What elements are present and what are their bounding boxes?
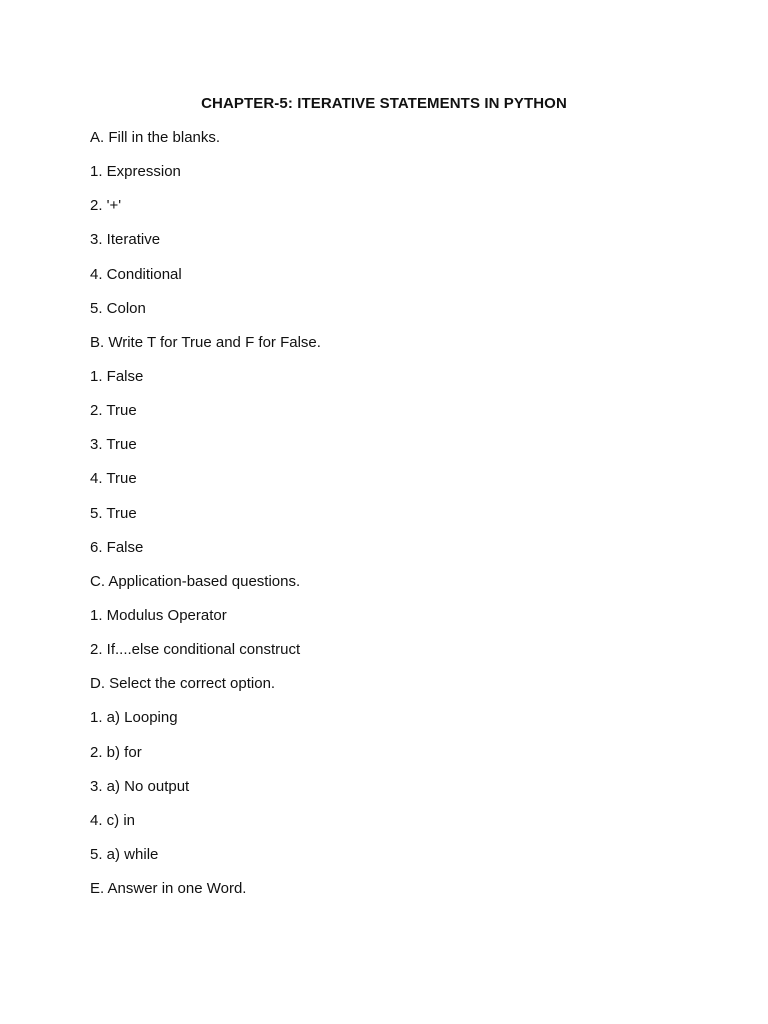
section-d-heading: D. Select the correct option. bbox=[90, 675, 276, 693]
section-b-heading: B. Write T for True and F for False. bbox=[90, 333, 321, 351]
answer-line: 2. b) for bbox=[90, 743, 142, 761]
page-title: CHAPTER-5: ITERATIVE STATEMENTS IN PYTHON bbox=[201, 95, 567, 112]
answer-line: 6. False bbox=[90, 538, 144, 556]
answer-line: 1. Expression bbox=[90, 163, 181, 181]
section-c-heading: C. Application-based questions. bbox=[90, 572, 301, 590]
section-e-heading: E. Answer in one Word. bbox=[90, 880, 247, 898]
section-a-heading: A. Fill in the blanks. bbox=[90, 129, 221, 146]
answer-line: 5. True bbox=[90, 504, 137, 522]
answer-line: 4. Conditional bbox=[90, 265, 182, 283]
answer-line: 1. a) Looping bbox=[90, 709, 178, 727]
answer-line: 5. Colon bbox=[90, 299, 146, 317]
answer-line: 2. True bbox=[90, 402, 137, 420]
answer-line: 1. Modulus Operator bbox=[90, 606, 227, 624]
answer-line: 4. c) in bbox=[90, 811, 136, 829]
answer-list bbox=[90, 129, 730, 914]
answer-line: 2. If....else conditional construct bbox=[90, 641, 301, 659]
answer-line: 3. True bbox=[90, 436, 137, 454]
answer-line: 3. a) No output bbox=[90, 777, 190, 795]
answer-line: 5. a) while bbox=[90, 845, 159, 863]
answer-line: 1. False bbox=[90, 367, 144, 385]
answer-line: 4. True bbox=[90, 470, 137, 488]
answer-line: 3. Iterative bbox=[90, 231, 161, 249]
answer-line: 2. '+' bbox=[90, 197, 122, 215]
